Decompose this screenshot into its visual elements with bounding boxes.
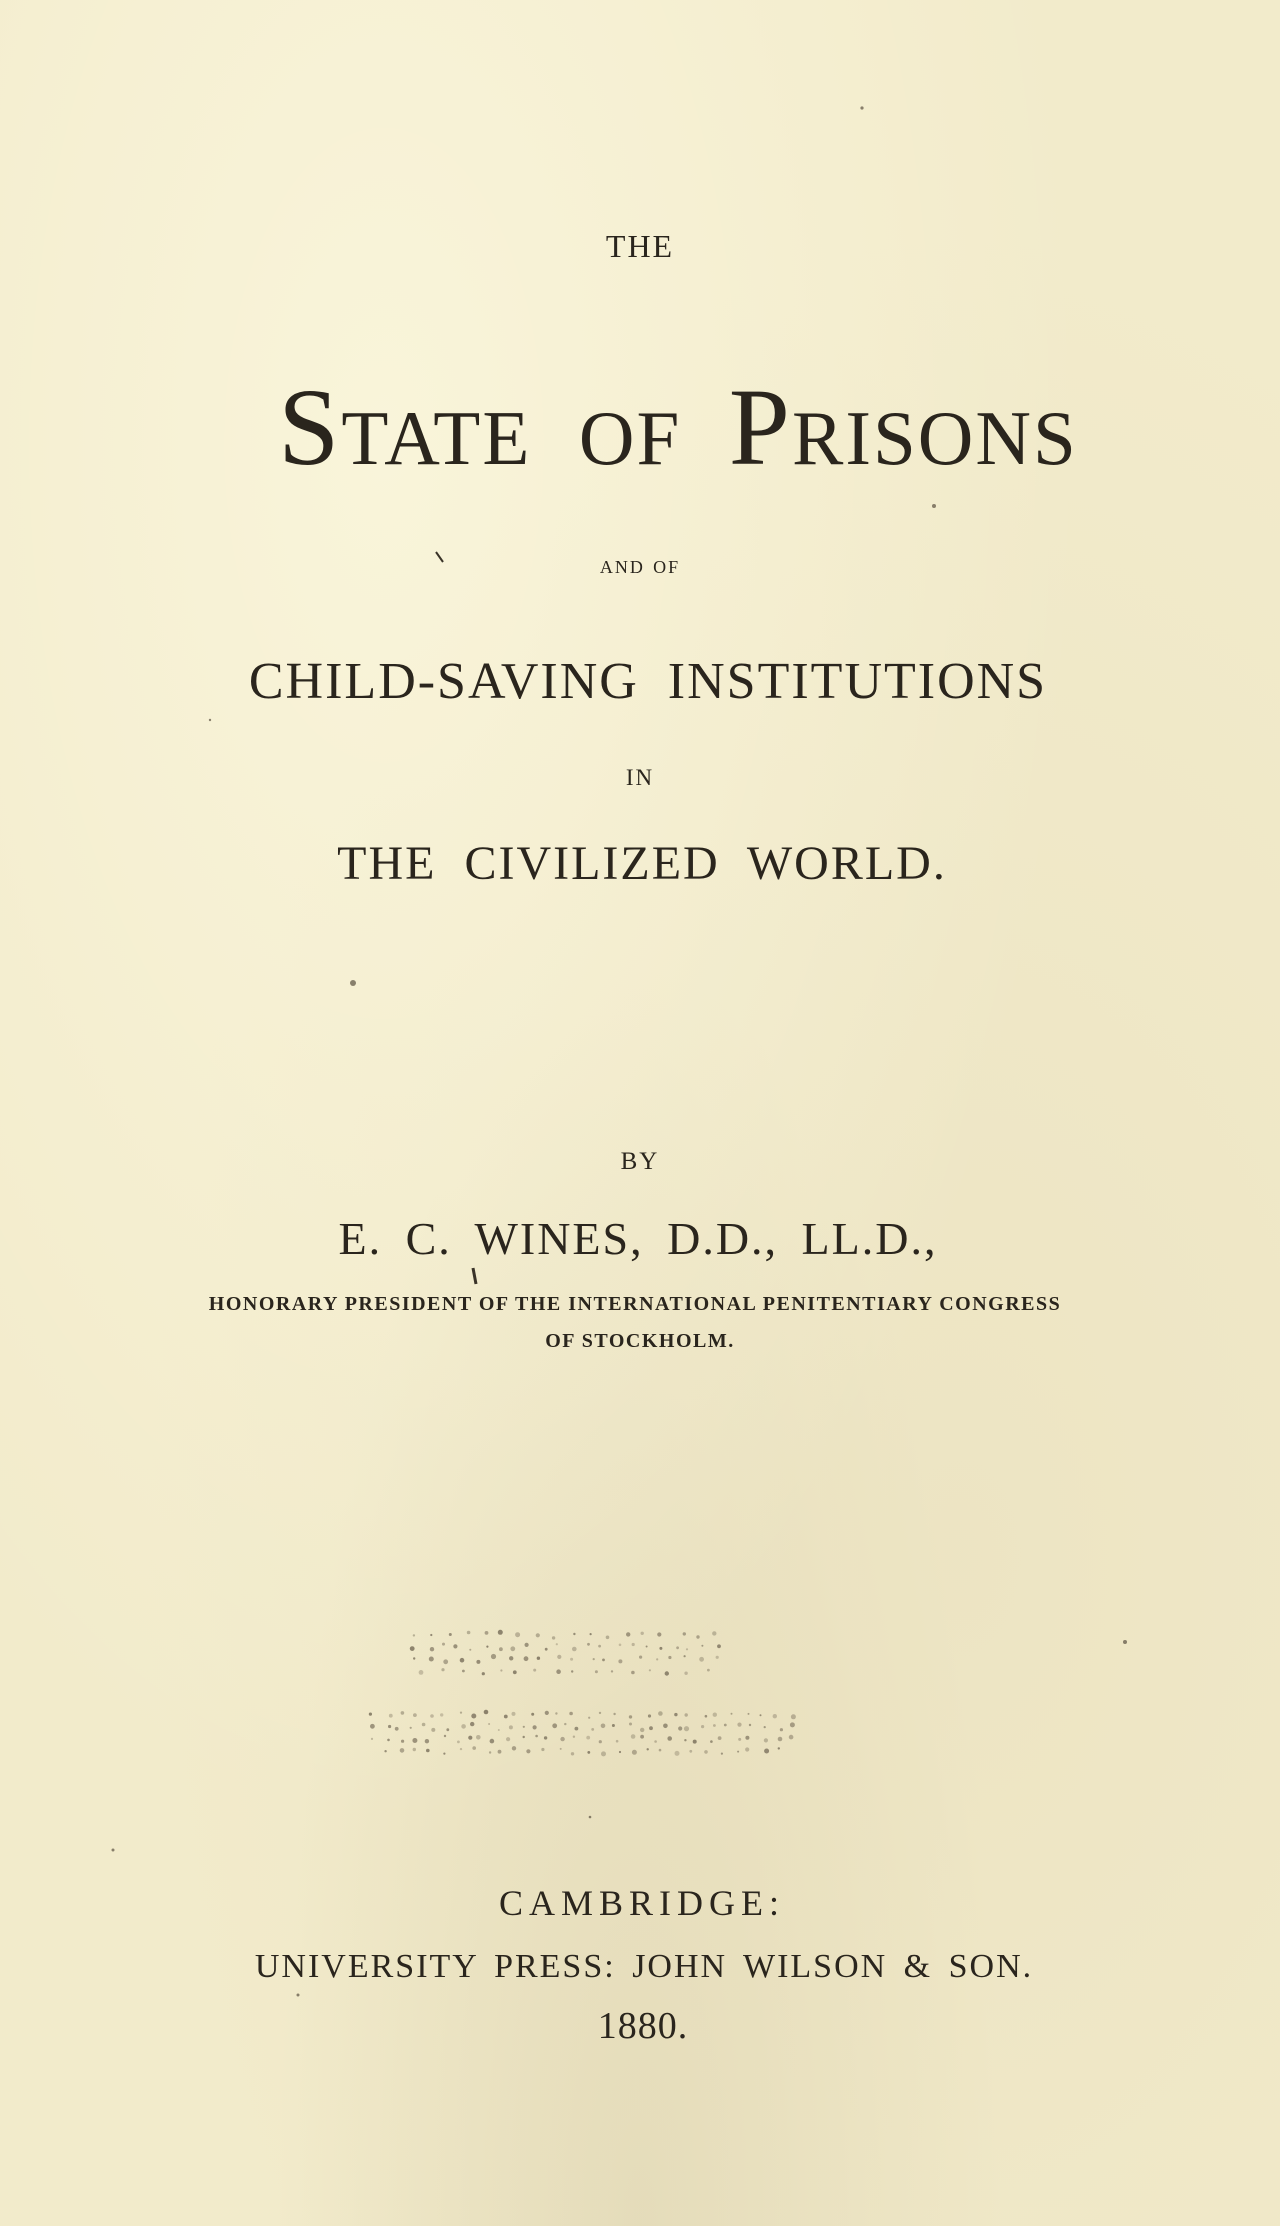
stamp-perforation-dot bbox=[430, 1714, 434, 1718]
stamp-perforation-dot bbox=[632, 1643, 635, 1646]
stamp-perforation-dot bbox=[713, 1713, 717, 1717]
stamp-perforation-dot bbox=[400, 1748, 405, 1753]
stamp-perforation-dot bbox=[410, 1646, 415, 1651]
stamp-perforation-dot bbox=[748, 1713, 750, 1715]
stamp-perforation-dot bbox=[564, 1723, 566, 1725]
stamp-perforation-dot bbox=[599, 1712, 601, 1714]
title-in: IN bbox=[625, 765, 655, 790]
stamp-perforation-dot bbox=[572, 1647, 577, 1652]
stamp-perforation-dot bbox=[601, 1751, 606, 1756]
stamp-perforation-dot bbox=[629, 1723, 632, 1726]
stamp-perforation-dot bbox=[713, 1724, 716, 1727]
title-the: THE bbox=[605, 228, 675, 264]
stamp-perforation-dot bbox=[773, 1714, 777, 1718]
stamp-perforation-dot bbox=[460, 1748, 462, 1750]
stamp-perforation-dot bbox=[573, 1736, 575, 1738]
stamp-perforation-dot bbox=[490, 1739, 495, 1744]
stamp-perforation-dot bbox=[657, 1632, 661, 1636]
stamp-perforation-dot bbox=[430, 1634, 432, 1636]
stamp-perforation-dot bbox=[724, 1724, 727, 1727]
stamp-perforation-dot bbox=[482, 1672, 485, 1675]
stamp-perforation-dot bbox=[541, 1748, 544, 1751]
stamp-perforation-dot bbox=[663, 1724, 668, 1729]
stamp-perforation-dot bbox=[705, 1715, 708, 1718]
perforated-library-stamp-icon bbox=[360, 1625, 810, 1785]
stamp-perforation-dot bbox=[575, 1727, 579, 1731]
stamp-perforation-dot bbox=[641, 1632, 644, 1635]
stamp-perforation-dot bbox=[586, 1736, 590, 1740]
stamp-perforation-dot bbox=[531, 1713, 534, 1716]
stamp-perforation-dot bbox=[718, 1736, 722, 1740]
stamp-perforation-dot bbox=[430, 1647, 434, 1651]
imprint-city: CAMBRIDGE: bbox=[498, 1883, 786, 1923]
author-credential-location: OF STOCKHOLM. bbox=[545, 1330, 735, 1352]
stamp-perforation-dot bbox=[587, 1643, 590, 1646]
stamp-perforation-dot bbox=[745, 1747, 749, 1751]
stamp-perforation-dot bbox=[413, 1634, 415, 1636]
stamp-perforation-dot bbox=[509, 1725, 513, 1729]
stamp-perforation-dot bbox=[512, 1746, 516, 1750]
stamp-perforation-dot bbox=[684, 1739, 686, 1741]
stamp-perforation-dot bbox=[658, 1711, 663, 1716]
stamp-perforation-dot bbox=[707, 1669, 710, 1672]
stamp-perforation-dot bbox=[429, 1657, 434, 1662]
stamp-perforation-dot bbox=[737, 1751, 739, 1753]
stamp-perforation-dot bbox=[556, 1669, 561, 1674]
stamp-perforation-dot bbox=[410, 1727, 412, 1729]
stamp-perforation-dot bbox=[498, 1630, 503, 1635]
stamp-perforation-dot bbox=[525, 1643, 529, 1647]
stamp-perforation-dot bbox=[606, 1636, 610, 1640]
stamp-perforation-dot bbox=[498, 1750, 502, 1754]
stamp-perforation-dot bbox=[461, 1724, 466, 1729]
stamp-perforation-dot bbox=[472, 1746, 476, 1750]
stamp-perforation-dot bbox=[552, 1723, 557, 1728]
imprint-year: 1880. bbox=[597, 2005, 689, 2047]
stamp-perforation-dot bbox=[598, 1645, 601, 1648]
stamp-perforation-dot bbox=[612, 1724, 615, 1727]
stamp-perforation-dot bbox=[591, 1728, 594, 1731]
stamp-perforation-dot bbox=[693, 1740, 697, 1744]
stamp-perforation-dot bbox=[471, 1714, 476, 1719]
stamp-perforation-dot bbox=[523, 1736, 525, 1738]
stamp-perforation-dot bbox=[778, 1747, 780, 1749]
stamp-perforation-dot bbox=[384, 1750, 386, 1752]
stamp-perforation-dot bbox=[387, 1739, 390, 1742]
stamp-perforation-dot bbox=[443, 1753, 445, 1755]
stamp-perforation-dot bbox=[370, 1724, 375, 1729]
author-by: BY bbox=[620, 1148, 660, 1175]
stamp-perforation-dot bbox=[557, 1655, 561, 1659]
stamp-perforation-dot bbox=[485, 1631, 489, 1635]
stamp-perforation-dot bbox=[778, 1737, 783, 1742]
stamp-perforation-dot bbox=[556, 1643, 558, 1645]
stamp-perforation-dot bbox=[659, 1647, 662, 1650]
stamp-perforation-dot bbox=[639, 1656, 642, 1659]
stamp-perforation-dot bbox=[486, 1646, 488, 1648]
stamp-perforation-dot bbox=[468, 1736, 472, 1740]
stamp-perforation-dot bbox=[789, 1735, 794, 1740]
stamp-perforation-dot bbox=[701, 1645, 703, 1647]
stamp-perforation-dot bbox=[790, 1722, 795, 1727]
stamp-perforation-dot bbox=[443, 1659, 448, 1664]
stamp-perforation-dot bbox=[593, 1658, 595, 1660]
stamp-perforation-dot bbox=[513, 1670, 517, 1674]
stamp-perforation-dot bbox=[498, 1729, 500, 1731]
stamp-perforation-dot bbox=[738, 1738, 741, 1741]
stamp-perforation-dot bbox=[667, 1736, 672, 1741]
stamp-perforation-dot bbox=[401, 1740, 404, 1743]
stamp-perforation-dot bbox=[590, 1633, 592, 1635]
stamp-perforation-dot bbox=[764, 1726, 766, 1728]
stamp-perforation-dot bbox=[460, 1712, 462, 1714]
stamp-perforation-dot bbox=[560, 1748, 562, 1750]
stamp-perforation-dot bbox=[515, 1632, 520, 1637]
stamp-perforation-dot bbox=[369, 1713, 372, 1716]
stamp-perforation-dot bbox=[631, 1734, 636, 1739]
stamp-perforation-dot bbox=[512, 1712, 516, 1716]
stamp-perforation-dot bbox=[460, 1658, 465, 1663]
stamp-perforation-dot bbox=[640, 1728, 644, 1732]
stamp-perforation-dot bbox=[506, 1737, 510, 1741]
stamp-perforation-dot bbox=[462, 1670, 465, 1673]
stamp-perforation-dot bbox=[449, 1633, 452, 1636]
stamp-perforation-dot bbox=[509, 1656, 513, 1660]
stamp-perforation-dot bbox=[537, 1657, 540, 1660]
stamp-perforation-dot bbox=[469, 1649, 471, 1651]
stamp-perforation-dot bbox=[533, 1725, 537, 1729]
stamp-perforation-dot bbox=[696, 1635, 699, 1638]
stamp-perforation-dot bbox=[484, 1710, 489, 1715]
stamp-perforation-dot bbox=[388, 1725, 391, 1728]
stamp-perforation-dot bbox=[717, 1644, 721, 1648]
stamp-perforation-dot bbox=[523, 1726, 525, 1728]
stamp-perforation-dot bbox=[440, 1713, 443, 1716]
stamp-perforation-dot bbox=[535, 1735, 538, 1738]
stamp-perforation-dot bbox=[674, 1713, 677, 1716]
stamp-perforation-dot bbox=[791, 1714, 796, 1719]
stamp-perforation-dot bbox=[611, 1670, 613, 1672]
stamp-perforation-dot bbox=[678, 1726, 682, 1730]
stamp-perforation-dot bbox=[654, 1740, 657, 1743]
stamp-perforation-dot bbox=[760, 1714, 762, 1716]
stamp-perforation-dot bbox=[648, 1714, 651, 1717]
stamp-perforation-dot bbox=[510, 1646, 515, 1651]
stamp-perforation-dot bbox=[571, 1670, 573, 1672]
stamp-perforation-dot bbox=[413, 1657, 415, 1659]
stamp-perforation-dot bbox=[737, 1723, 741, 1727]
stamp-perforation-dot bbox=[686, 1648, 688, 1650]
stamp-perforation-dot bbox=[488, 1723, 490, 1725]
stamp-perforation-dot bbox=[649, 1726, 653, 1730]
stamp-perforation-dot bbox=[619, 1751, 621, 1753]
stamp-perforation-dot bbox=[431, 1728, 435, 1732]
stamp-perforation-dot bbox=[552, 1636, 555, 1639]
stamp-perforation-dot bbox=[618, 1659, 622, 1663]
stamp-perforation-dot bbox=[684, 1655, 686, 1657]
title-and-of: and of bbox=[599, 552, 681, 579]
stamp-perforation-dot bbox=[588, 1717, 590, 1719]
stamp-perforation-dot bbox=[745, 1736, 749, 1740]
subtitle: CHILD-SAVING INSTITUTIONS bbox=[248, 653, 1048, 710]
stamp-perforation-dot bbox=[441, 1668, 444, 1671]
imprint-publisher: UNIVERSITY PRESS: JOHN WILSON & SON. bbox=[254, 1948, 1034, 1985]
stamp-perforation-dot bbox=[442, 1643, 445, 1646]
stamp-perforation-dot bbox=[602, 1659, 605, 1662]
stamp-perforation-dot bbox=[764, 1738, 768, 1742]
stamp-perforation-dot bbox=[601, 1724, 606, 1729]
stamp-perforation-dot bbox=[764, 1749, 769, 1754]
stamp-perforation-dot bbox=[446, 1728, 449, 1731]
stamp-perforation-dot bbox=[476, 1660, 480, 1664]
stamp-perforation-dot bbox=[647, 1748, 649, 1750]
stamp-perforation-dot bbox=[619, 1644, 622, 1647]
stamp-perforation-dot bbox=[412, 1738, 417, 1743]
stamp-perforation-dot bbox=[616, 1740, 619, 1743]
main-title: State of Prisons bbox=[278, 366, 1078, 488]
stamp-perforation-dot bbox=[675, 1751, 680, 1756]
stamp-perforation-dot bbox=[676, 1646, 679, 1649]
stamp-perforation-dot bbox=[371, 1738, 373, 1740]
stamp-perforation-dot bbox=[389, 1714, 393, 1718]
title-world: THE CIVILIZED WORLD. bbox=[337, 837, 947, 890]
stamp-perforation-dot bbox=[780, 1728, 783, 1731]
stamp-perforation-dot bbox=[626, 1632, 630, 1636]
stamp-perforation-dot bbox=[683, 1632, 686, 1635]
stamp-perforation-dot bbox=[587, 1751, 590, 1754]
stamp-perforation-dot bbox=[533, 1669, 536, 1672]
stamp-perforation-dot bbox=[504, 1715, 508, 1719]
stamp-perforation-dot bbox=[560, 1737, 564, 1741]
stamp-perforation-dot bbox=[570, 1658, 573, 1661]
stamp-perforation-dot bbox=[659, 1749, 662, 1752]
stamp-perforation-dot bbox=[684, 1672, 687, 1675]
stamp-perforation-dot bbox=[665, 1671, 669, 1675]
stamp-perforation-dot bbox=[704, 1750, 708, 1754]
stamp-perforation-dot bbox=[545, 1711, 549, 1715]
stamp-perforation-dot bbox=[668, 1656, 671, 1659]
stamp-perforation-dot bbox=[684, 1726, 689, 1731]
stamp-perforation-dot bbox=[422, 1723, 426, 1727]
stamp-perforation-dot bbox=[712, 1631, 716, 1635]
stamp-perforation-dot bbox=[544, 1736, 547, 1739]
stamp-perforation-dot bbox=[426, 1749, 430, 1753]
stamp-perforation-dot bbox=[470, 1722, 474, 1726]
stamp-perforation-dot bbox=[536, 1633, 540, 1637]
stamp-perforation-dot bbox=[716, 1656, 719, 1659]
stamp-perforation-dot bbox=[476, 1735, 481, 1740]
stamp-perforation-dot bbox=[631, 1671, 635, 1675]
stamp-perforation-dot bbox=[721, 1753, 723, 1755]
stamp-perforation-dot bbox=[573, 1633, 575, 1635]
stamp-perforation-dot bbox=[413, 1713, 417, 1717]
stamp-perforation-dot bbox=[632, 1750, 637, 1755]
stamp-perforation-dot bbox=[467, 1631, 471, 1635]
stamp-perforation-dot bbox=[524, 1656, 529, 1661]
stamp-perforation-dot bbox=[425, 1739, 429, 1743]
stamp-perforation-dot bbox=[526, 1749, 530, 1753]
stamp-perforation-dot bbox=[710, 1740, 713, 1743]
stamp-perforation-dot bbox=[656, 1658, 658, 1660]
stamp-perforation-dot bbox=[401, 1711, 405, 1715]
stamp-perforation-dot bbox=[646, 1646, 648, 1648]
stamp-perforation-dot bbox=[595, 1670, 598, 1673]
stamp-perforation-dot bbox=[699, 1657, 704, 1662]
stamp-perforation-dot bbox=[640, 1735, 644, 1739]
author-credential: HONORARY PRESIDENT OF THE INTERNATIONAL PENITENTIARY CONGRESS bbox=[208, 1293, 1062, 1315]
stamp-perforation-dot bbox=[395, 1727, 399, 1731]
stamp-perforation-dot bbox=[613, 1713, 615, 1715]
stamp-perforation-dot bbox=[685, 1713, 688, 1716]
stamp-perforation-dot bbox=[555, 1712, 557, 1714]
stamp-perforation-dot bbox=[599, 1740, 602, 1743]
stamp-perforation-dot bbox=[444, 1735, 446, 1737]
stamp-perforation-dot bbox=[749, 1724, 751, 1726]
stamp-perforation-dot bbox=[453, 1644, 457, 1648]
stamp-perforation-dot bbox=[689, 1750, 692, 1753]
stamp-perforation-dot bbox=[571, 1752, 574, 1755]
stamp-perforation-dot bbox=[701, 1725, 704, 1728]
stamp-perforation-dot bbox=[629, 1715, 632, 1718]
stamp-perforation-dot bbox=[491, 1654, 496, 1659]
stamp-perforation-dot bbox=[569, 1712, 573, 1716]
stamp-perforation-dot bbox=[731, 1713, 733, 1715]
stamp-perforation-dot bbox=[499, 1647, 503, 1651]
stamp-perforation-dot bbox=[489, 1751, 491, 1753]
stamp-perforation-dot bbox=[419, 1670, 424, 1675]
stamp-perforation-dot bbox=[500, 1669, 502, 1671]
stamp-perforation-dot bbox=[457, 1741, 460, 1744]
stamp-perforation-dot bbox=[413, 1748, 416, 1751]
stamp-perforation-dot bbox=[649, 1669, 651, 1671]
stamp-perforation-dot bbox=[545, 1648, 548, 1651]
author-name: E. C. WINES, D.D., LL.D., bbox=[338, 1213, 938, 1264]
